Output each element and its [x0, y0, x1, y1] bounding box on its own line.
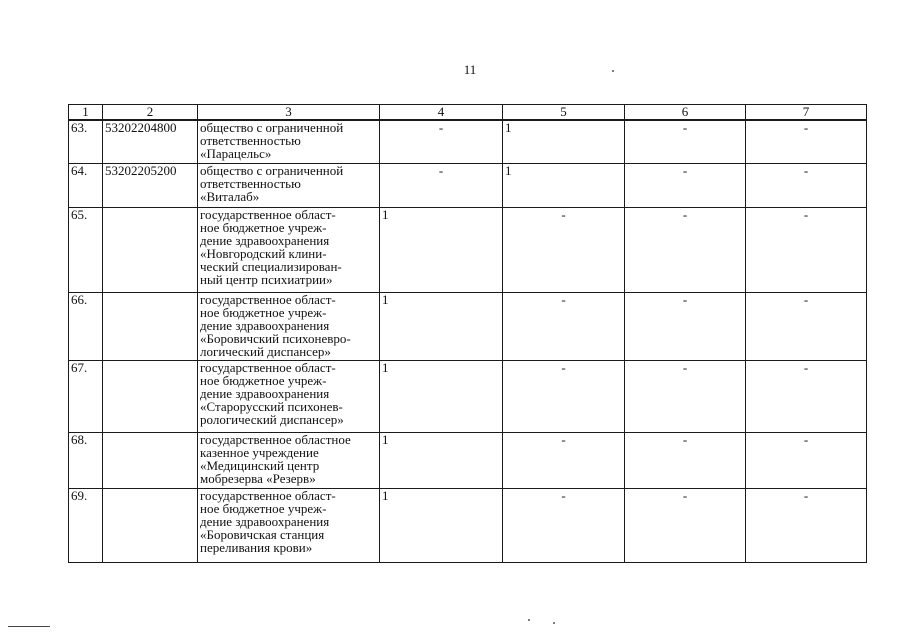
row-value-6: - [625, 432, 746, 488]
row-name-line: «Медицинский центр [200, 457, 320, 473]
row-name-line: дение здравоохранения [200, 232, 330, 248]
row-name-line: государственное област- [200, 206, 336, 222]
table-row [69, 120, 867, 163]
row-code [103, 360, 198, 432]
row-value-5: - [503, 207, 625, 292]
row-name [198, 120, 380, 163]
row-name [198, 292, 380, 360]
row-value-5: - [503, 360, 625, 432]
row-name-line: «Парацельс» [200, 146, 272, 161]
row-name-line: рологический диспансер» [200, 411, 344, 427]
row-value-5: 1 [503, 163, 625, 207]
row-name-line: ное бюджетное учреж- [200, 372, 327, 388]
row-name-line: государственное област- [200, 359, 336, 375]
row-name-line: ответственностью [200, 175, 301, 191]
header-cell-4: 4 [380, 105, 503, 121]
row-value-5: - [503, 488, 625, 562]
row-name-line: логический диспансер» [200, 343, 331, 359]
row-value-5: - [503, 432, 625, 488]
row-name [198, 360, 380, 432]
row-code [103, 432, 198, 488]
row-name-line: «Новгородский клини- [200, 245, 327, 261]
row-code [103, 207, 198, 292]
row-name-line: «Боровичская станция [200, 526, 325, 542]
row-number: 64. [69, 163, 103, 207]
row-value-7: - [746, 163, 867, 207]
row-value-5: 1 [503, 120, 625, 163]
table-row [69, 488, 867, 562]
row-name-line: дение здравоохранения [200, 385, 330, 401]
row-value-7: - [746, 432, 867, 488]
header-cell-2: 2 [103, 105, 198, 121]
row-value-4: - [380, 120, 503, 163]
table-row [69, 163, 867, 207]
row-name-line: переливания крови» [200, 539, 313, 555]
table-row [69, 432, 867, 488]
row-number: 68. [69, 432, 103, 488]
row-value-7: - [746, 360, 867, 432]
scan-speck [612, 70, 614, 72]
row-number: 69. [69, 488, 103, 562]
row-name-line: ный центр психиатрии» [200, 271, 333, 287]
header-cell-7: 7 [746, 105, 867, 121]
row-value-7: - [746, 488, 867, 562]
row-value-7: - [746, 120, 867, 163]
row-name-line: ответственностью [200, 133, 301, 148]
row-name-line: дение здравоохранения [200, 317, 330, 333]
row-name [198, 163, 380, 207]
header-cell-1: 1 [69, 105, 103, 121]
row-name-line: «Старорусский психонев- [200, 398, 343, 414]
row-value-6: - [625, 207, 746, 292]
row-name [198, 432, 380, 488]
row-name-line: ное бюджетное учреж- [200, 500, 327, 516]
scan-speck [528, 619, 530, 621]
row-name-line: «Виталаб» [200, 188, 260, 204]
row-code [103, 488, 198, 562]
row-name-line: казенное учреждение [200, 444, 319, 460]
row-value-6: - [625, 292, 746, 360]
row-code: 53202204800 [103, 120, 198, 163]
row-number: 65. [69, 207, 103, 292]
row-number: 67. [69, 360, 103, 432]
row-name-line: ное бюджетное учреж- [200, 219, 327, 235]
row-value-7: - [746, 292, 867, 360]
row-value-6: - [625, 163, 746, 207]
row-name-line: ческий специализирован- [200, 258, 342, 274]
header-cell-3: 3 [198, 105, 380, 121]
page-number: 11 [463, 62, 477, 77]
row-value-6: - [625, 120, 746, 163]
institutions-table [68, 104, 867, 563]
scan-line [8, 626, 50, 627]
row-name [198, 488, 380, 562]
row-value-6: - [625, 488, 746, 562]
row-value-6: - [625, 360, 746, 432]
header-cell-5: 5 [503, 105, 625, 121]
row-name-line: общество с ограниченной [200, 162, 344, 178]
row-value-5: - [503, 292, 625, 360]
row-name [198, 207, 380, 292]
row-value-4: 1 [380, 488, 503, 562]
scan-speck [553, 622, 555, 624]
row-name-line: мобрезерва «Резерв» [200, 470, 316, 486]
row-value-4: 1 [380, 432, 503, 488]
row-name-line: дение здравоохранения [200, 513, 330, 529]
row-value-4: 1 [380, 207, 503, 292]
row-name-line: государственное област- [200, 487, 336, 503]
table-row [69, 360, 867, 432]
row-value-7: - [746, 207, 867, 292]
row-name-line: государственное област- [200, 291, 336, 307]
row-code [103, 292, 198, 360]
row-value-4: 1 [380, 292, 503, 360]
row-name-line: общество с ограниченной [200, 120, 344, 135]
table-row [69, 292, 867, 360]
row-value-4: - [380, 163, 503, 207]
row-code: 53202205200 [103, 163, 198, 207]
header-row [69, 105, 867, 121]
row-name-line: «Боровичский психоневро- [200, 330, 351, 346]
header-cell-6: 6 [625, 105, 746, 121]
row-value-4: 1 [380, 360, 503, 432]
row-name-line: государственное областное [200, 431, 351, 447]
row-number: 63. [69, 120, 103, 163]
row-name-line: ное бюджетное учреж- [200, 304, 327, 320]
table-row [69, 207, 867, 292]
row-number: 66. [69, 292, 103, 360]
